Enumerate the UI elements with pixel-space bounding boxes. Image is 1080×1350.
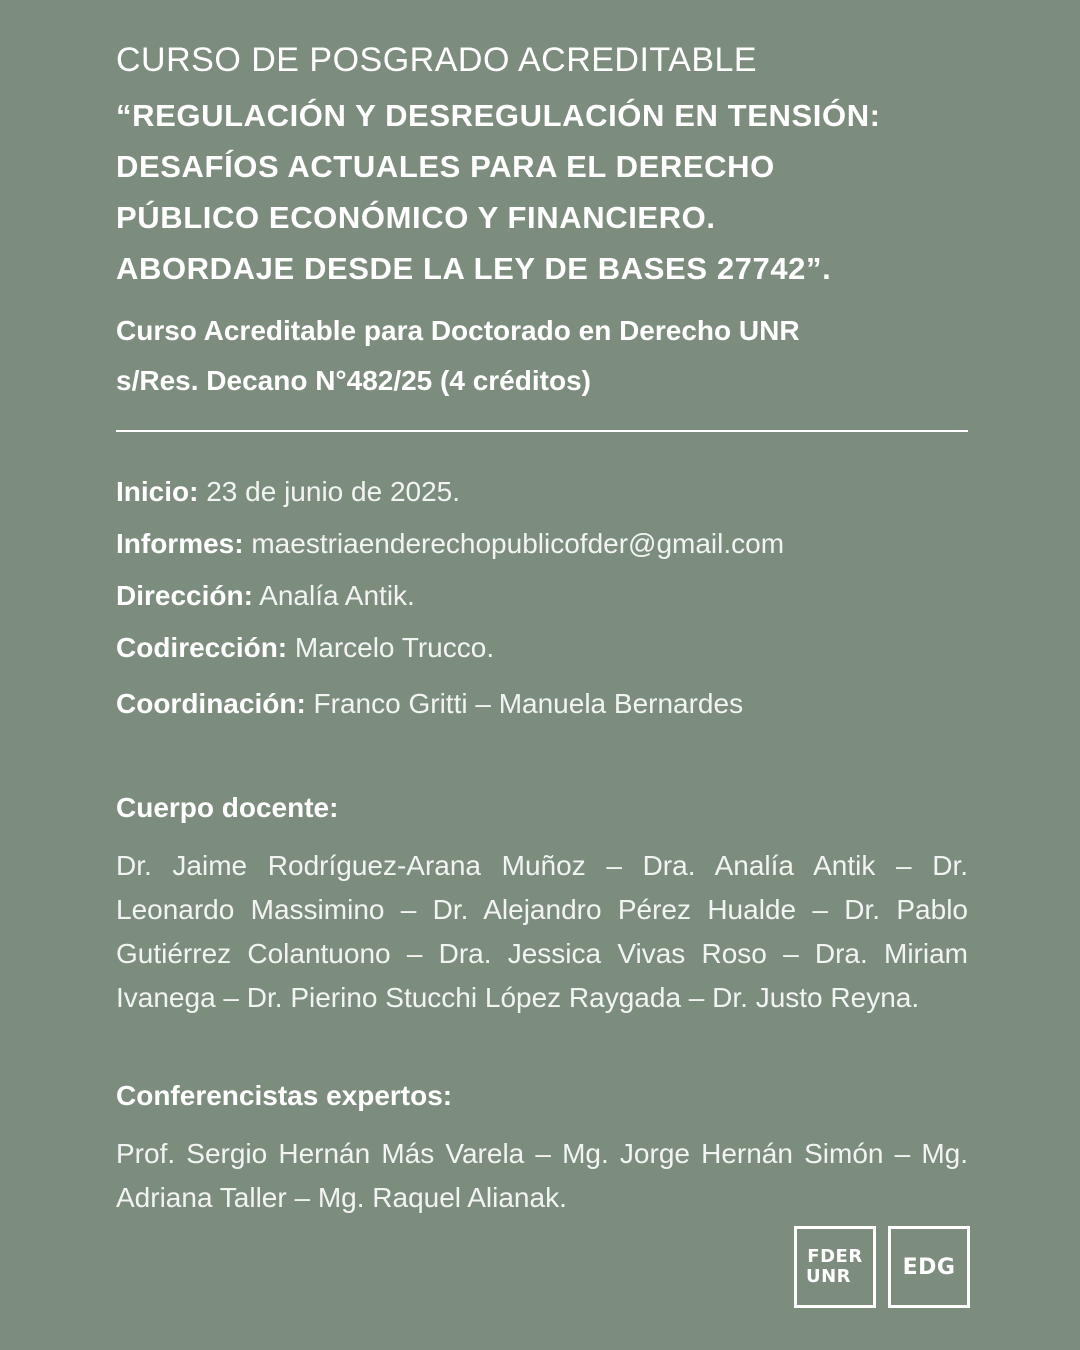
info-codireccion-label: Codirección:	[116, 632, 288, 663]
unr-logo-text: UNR	[806, 1266, 852, 1287]
course-subtitle-line: Curso Acreditable para Doctorado en Derecho UNR	[116, 315, 800, 346]
edg-logo	[888, 1226, 970, 1308]
course-title-line: ABORDAJE DESDE LA LEY DE BASES 27742”.	[116, 251, 832, 286]
info-codireccion	[116, 626, 968, 678]
info-informes-label: Informes:	[116, 528, 244, 559]
info-inicio	[116, 470, 968, 522]
info-informes-email[interactable]: maestriaenderechopublicofder@gmail.com	[251, 528, 785, 559]
info-inicio-label: Inicio:	[116, 476, 199, 507]
expert-speakers	[116, 1076, 968, 1220]
teaching-staff	[116, 788, 968, 1020]
expert-speakers-heading: Conferencistas expertos:	[116, 1080, 453, 1111]
course-info	[116, 470, 968, 734]
fder-logo-text: FDER	[807, 1246, 863, 1267]
info-coordinacion-value: Franco Gritti – Manuela Bernardes	[313, 688, 744, 719]
logos	[794, 1226, 970, 1308]
info-direccion	[116, 574, 968, 626]
expert-speakers-list: Prof. Sergio Hernán Más Varela – Mg. Jorge Hernán Simón – Mg. Adriana Taller – Mg. Raquel Alianak.	[116, 1138, 968, 1213]
course-title	[116, 90, 968, 294]
info-direccion-label: Dirección:	[116, 580, 253, 611]
course-subtitle	[116, 306, 968, 406]
info-inicio-value: 23 de junio de 2025.	[206, 476, 461, 507]
teaching-staff-heading: Cuerpo docente:	[116, 792, 339, 823]
header	[116, 38, 968, 406]
info-informes	[116, 522, 968, 574]
course-subtitle-line: s/Res. Decano N°482/25 (4 créditos)	[116, 365, 591, 396]
fder-unr-logo	[794, 1226, 876, 1308]
course-title-line: PÚBLICO ECONÓMICO Y FINANCIERO.	[116, 200, 716, 235]
edg-logo-text: EDG	[902, 1254, 956, 1280]
info-direccion-value: Analía Antik.	[259, 580, 415, 611]
course-title-line: DESAFÍOS ACTUALES PARA EL DERECHO	[116, 149, 775, 184]
course-title-line: “REGULACIÓN Y DESREGULACIÓN EN TENSIÓN:	[116, 98, 881, 133]
course-kicker: CURSO DE POSGRADO ACREDITABLE	[116, 41, 758, 79]
info-coordinacion	[116, 682, 968, 734]
divider	[116, 430, 968, 432]
info-codireccion-value: Marcelo Trucco.	[294, 632, 495, 663]
teaching-staff-list: Dr. Jaime Rodríguez-Arana Muñoz – Dra. Analía Antik – Dr. Leonardo Massimino – Dr. Alejandro Pérez Hualde – Dr. Pablo Gutiérrez Colantuono – Dra. Jessica Vivas Roso – Dra. Miriam Ivanega – Dr. Pierino Stucchi López Raygada – Dr. Justo Reyna.	[116, 850, 968, 1013]
info-coordinacion-label: Coordinación:	[116, 688, 306, 719]
